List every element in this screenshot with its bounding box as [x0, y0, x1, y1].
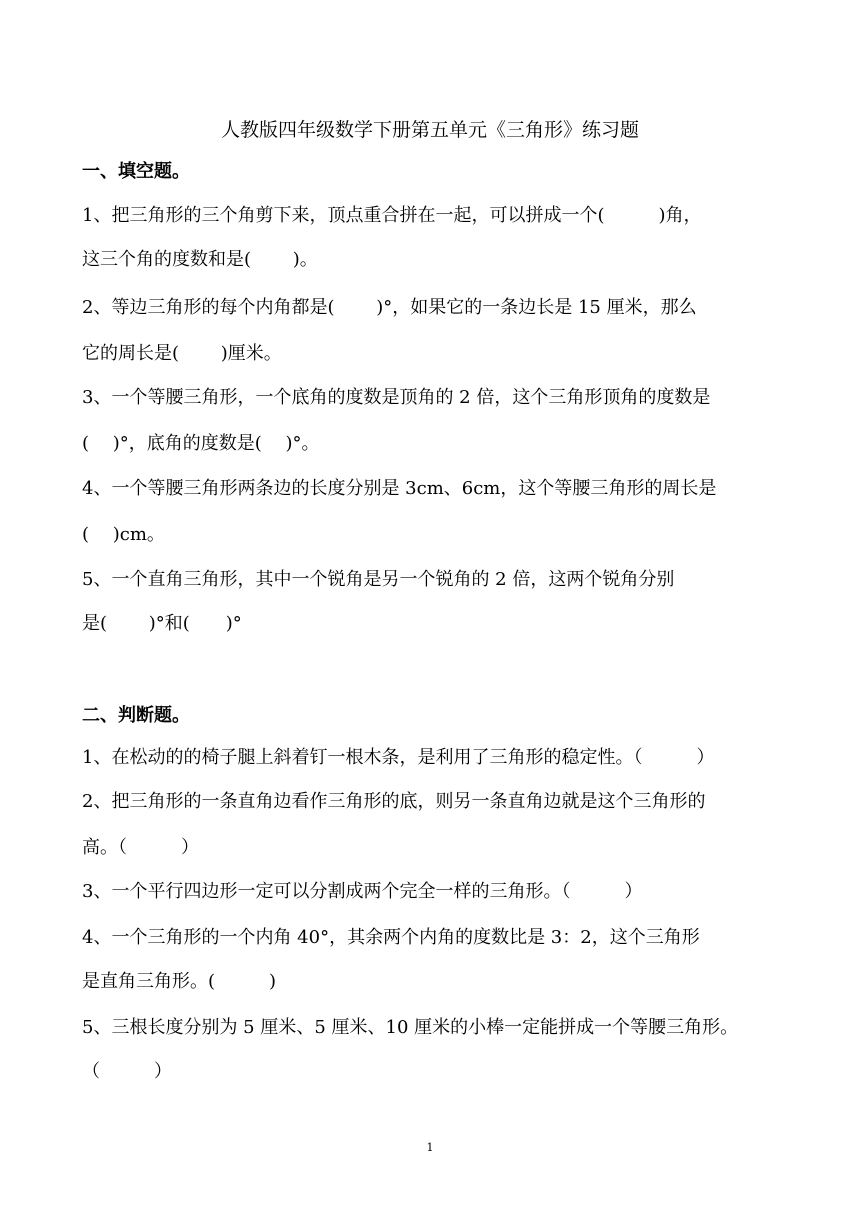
- judge-question-5-line-1: 5、三根长度分别为 5 厘米、5 厘米、10 厘米的小棒一定能拼成一个等腰三角形。: [82, 1017, 739, 1038]
- fill-question-4-line-1: 4、一个等腰三角形两条边的长度分别是 3cm、6cm，这个等腰三角形的周长是: [82, 478, 717, 499]
- fill-question-5-line-1: 5、一个直角三角形，其中一个锐角是另一个锐角的 2 倍，这两个锐角分别: [82, 569, 675, 590]
- fill-question-5-line-2: 是( )°和( )°: [82, 613, 242, 634]
- fill-question-2-line-2: 它的周长是( )厘米。: [82, 343, 282, 364]
- fill-question-4-line-2: ( )cm。: [82, 524, 165, 545]
- judge-question-5-line-2: （ ）: [82, 1061, 172, 1082]
- fill-question-1-line-1: 1、把三角形的三个角剪下来，顶点重合拼在一起，可以拼成一个( )角，: [82, 205, 702, 226]
- judge-question-2-line-2: 高。（ ）: [82, 837, 199, 858]
- judge-question-4-line-1: 4、一个三角形的一个内角 40°，其余两个内角的度数比是 3：2，这个三角形: [82, 927, 700, 948]
- judge-question-3-line-1: 3、一个平行四边形一定可以分割成两个完全一样的三角形。（ ）: [82, 881, 643, 902]
- section-heading-true-false: 二、判断题。: [82, 705, 190, 726]
- judge-question-2-line-1: 2、把三角形的一条直角边看作三角形的底，则另一条直角边就是这个三角形的: [82, 791, 706, 812]
- worksheet-title: 人教版四年级数学下册第五单元《三角形》练习题: [220, 119, 639, 141]
- judge-question-1-line-1: 1、在松动的的椅子腿上斜着钉一根木条，是利用了三角形的稳定性。（ ）: [82, 747, 715, 768]
- fill-question-3-line-2: ( )°，底角的度数是( )°。: [82, 433, 320, 454]
- fill-question-1-line-2: 这三个角的度数和是( )。: [82, 249, 318, 270]
- fill-question-3-line-1: 3、一个等腰三角形，一个底角的度数是顶角的 2 倍，这个三角形顶角的度数是: [82, 387, 711, 408]
- fill-question-2-line-1: 2、等边三角形的每个内角都是( )°，如果它的一条边长是 15 厘米，那么: [82, 297, 697, 318]
- judge-question-4-line-2: 是直角三角形。( ): [82, 971, 277, 992]
- page-number: 1: [426, 1141, 434, 1154]
- section-heading-fill-in-blank: 一、填空题。: [82, 161, 190, 182]
